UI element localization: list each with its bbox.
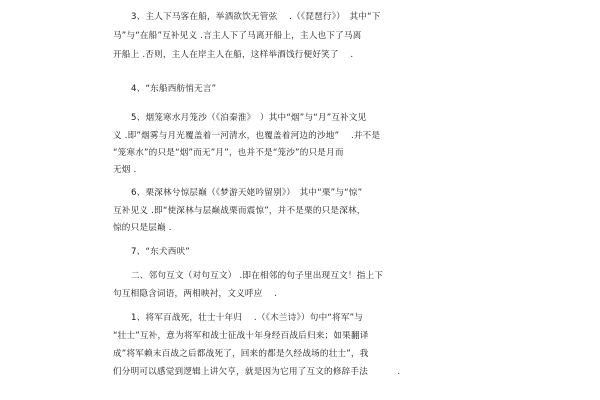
text-line-15: 1、将军百战死，壮士十年归 .（《木兰诗》）句中“将军”与	[131, 313, 364, 323]
text-line-10: 互补见义 .即“使深林与层巅战栗而震惊”，并不是栗的只是深林，	[113, 206, 366, 216]
text-line-14: 句互相隐含词语，两相映衬，文义呼应 .	[113, 289, 278, 299]
text-line-16: “壮士”互补，意为将军和战士征战十年身经百战后归来；如果翻译	[113, 331, 369, 341]
text-line-5: 5、烟笼寒水月笼沙（《泊秦淮》 ）其中“烟”与“月”互补文见	[131, 113, 367, 123]
text-line-9: 6、栗深林兮惊层巅（《梦游天姥吟留别》） 其中“栗”与“惊”	[131, 188, 363, 198]
text-line-1: 3、主人下马客在船，举酒欲饮无管弦 .（《琵琶行》） 其中“下	[131, 12, 381, 22]
text-line-18: 们分明可以感觉到逻辑上讲欠亨，就是因为它用了互文的修辞手法 .	[113, 367, 401, 377]
text-line-2: 马”与“在船”互补见义 .言主人下了马离开船上，主人也下了马离	[113, 31, 362, 41]
text-line-12: 7、“东犬西吠”	[131, 247, 190, 257]
text-line-4: 4、“东船西舫悄无言”	[131, 84, 217, 94]
text-line-13: 二、邻句互文（对句互文） .即在相邻的句子里出现互文！指上下	[131, 271, 384, 281]
text-line-7: “笼寒水”的只是“烟”而无”月”，也并不是“笼沙”的只是月而	[113, 148, 344, 158]
text-line-11: 惊的只是层巅 .	[113, 223, 172, 233]
text-line-6: 义 .即”烟雾与月光覆盖着一河清水，也覆盖着河边的沙地” .并不是	[113, 131, 381, 141]
text-line-8: 无烟 .	[113, 165, 137, 175]
text-line-17: 成”将军赖末百战之后都战死了，回来的都是久经战场的壮士”，我	[113, 349, 369, 359]
text-line-3: 开船上 .否则，主人在岸主人在船，这样举酒饯行便好笑了 .	[113, 50, 354, 60]
